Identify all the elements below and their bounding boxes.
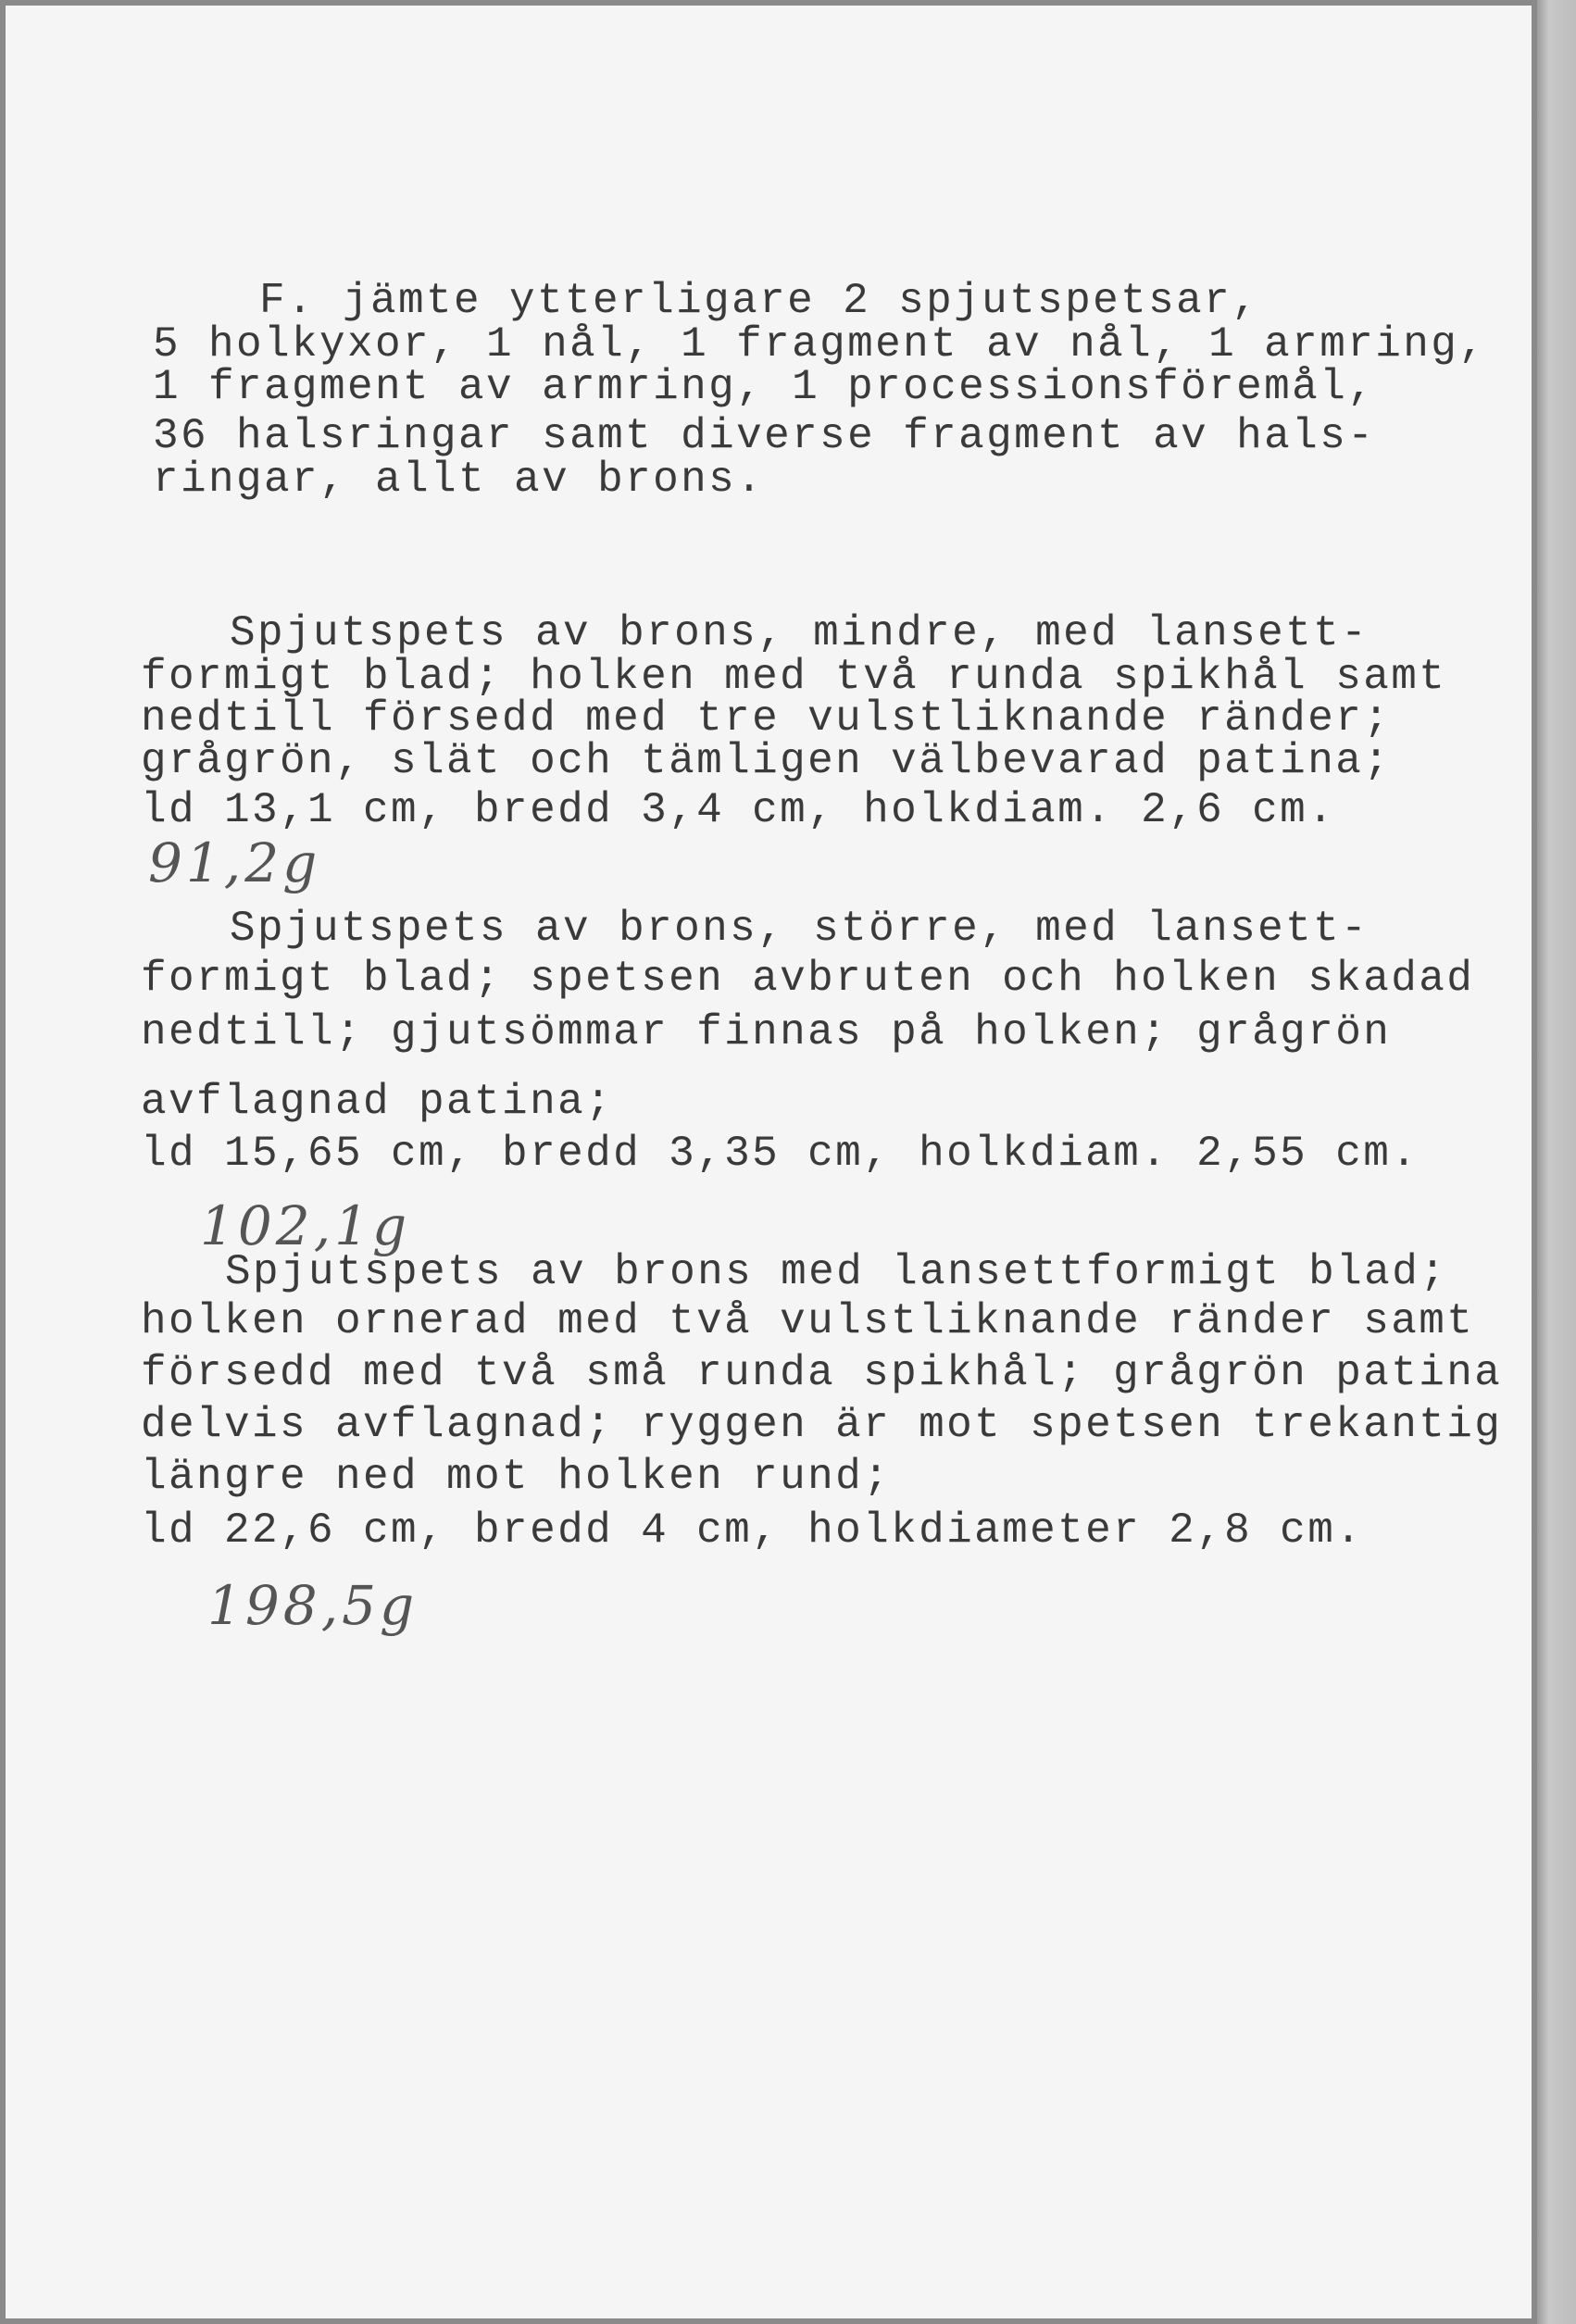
text-line: 1 fragment av armring, 1 processionsföremål, [153,363,1376,411]
text-line: Spjutspets av brons, större, med lansett- [230,905,1370,953]
text-line: ld 13,1 cm, bredd 3,4 cm, holkdiam. 2,6 cm. [141,786,1336,834]
text-line: nedtill försedd med tre vulstliknande ränder; [141,694,1392,743]
text-line: nedtill; gjutsömmar finnas på holken; grågrön [141,1008,1392,1056]
text-line: ringar, allt av brons. [153,456,765,504]
handwritten-weight: 102,1g [200,1194,411,1257]
text-line: grågrön, slät och tämligen välbevarad patina; [141,737,1392,785]
text-line: Spjutspets av brons med lansettformigt blad; [225,1248,1448,1296]
text-line: holken ornerad med två vulstliknande ränder samt [141,1297,1475,1345]
text-line: F. jämte ytterligare 2 spjutspetsar, [259,277,1260,325]
text-line: försedd med två små runda spikhål; grågrön patina [141,1349,1503,1397]
text-line: 5 holkyxor, 1 nål, 1 fragment av nål, 1 armring, [153,320,1487,369]
text-line: längre ned mot holken rund; [141,1453,892,1501]
text-line: formigt blad; holken med två runda spikhål samt [141,653,1447,701]
text-line: ld 15,65 cm, bredd 3,35 cm, holkdiam. 2,55 cm. [141,1130,1420,1178]
text-line: formigt blad; spetsen avbruten och holken skadad [141,955,1475,1003]
text-line: avflagnad patina; [141,1078,614,1126]
text-line: Spjutspets av brons, mindre, med lansett- [230,609,1370,657]
text-line: ld 22,6 cm, bredd 4 cm, holkdiameter 2,8 cm. [141,1506,1364,1555]
text-line: 36 halsringar samt diverse fragment av hals- [153,412,1376,460]
handwritten-weight: 198,5g [207,1574,419,1637]
handwritten-weight: 91,2g [148,831,321,894]
card-edge [1537,0,1576,2324]
text-line: delvis avflagnad; ryggen är mot spetsen trekantig [141,1401,1503,1449]
